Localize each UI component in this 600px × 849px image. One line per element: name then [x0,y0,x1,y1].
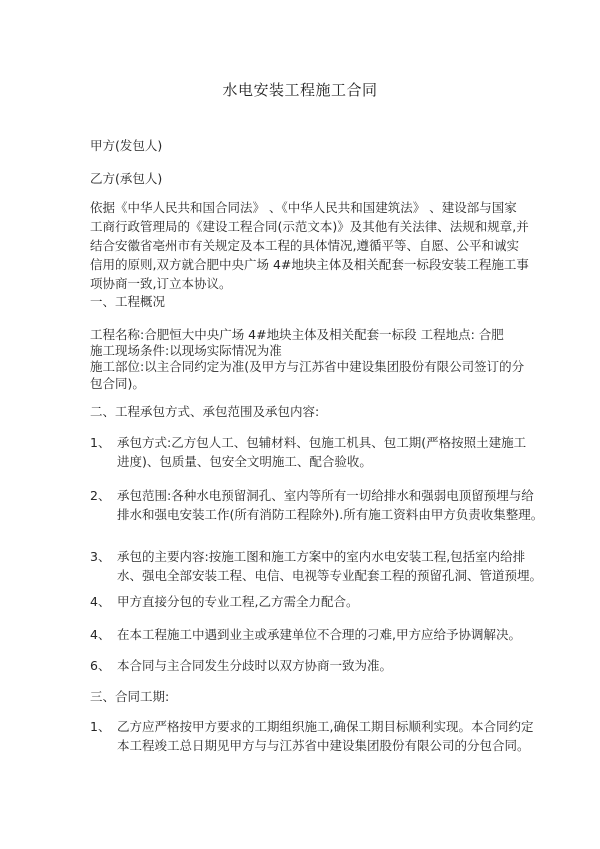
preamble-line: 工商行政管理局的《建设工程合同(示范文本)》及其他有关法律、法规和规章,并 [90,219,529,234]
section-2-item [90,656,522,675]
item-number: 4、 [90,627,111,642]
section-2-item [90,486,544,524]
item-number: 6、 [90,658,111,673]
section-1-heading: 一、工程概况 [90,294,166,309]
section-2-item [90,547,543,585]
item-number: 4、 [90,594,111,609]
section-1-line: 施工部位:以主合同约定为准(及甲方与江苏省中建设集团股份有限公司签订的分 [90,359,525,374]
section-2-heading: 二、工程承包方式、承包范围及承包内容: [90,404,320,419]
item-number: 3、 [90,549,111,564]
preamble-line: 信用的原则,双方就合肥中央广场 4#地块主体及相关配套一标段安装工程施工事 [90,257,529,272]
item-text-line: 甲方直接分包的专业工程,乙方需全力配合。 [117,594,359,609]
preamble-line: 依据《中华人民共和国合同法》 、《中华人民共和国建筑法》 、建设部与国家 [90,200,517,215]
item-text-line: 排水和强电安装工作(所有消防工程除外).所有施工资料由甲方负责收集整理。 [117,507,544,522]
party-b-line: 乙方(承包人) [90,171,163,186]
party-a-line: 甲方(发包人) [90,138,163,153]
section-1-line: 工程名称:合肥恒大中央广场 4#地块主体及相关配套一标段 工程地点: 合肥 [90,327,504,342]
item-number: 1、 [90,719,111,734]
item-text-line: 在本工程施工中遇到业主或承建单位不合理的刁难,甲方应给予协调解决。 [117,627,521,642]
item-text-line: 本工程竣工总日期见甲方与与江苏省中建设集团股份有限公司的分包合同。 [117,738,530,753]
item-text-line: 本合同与主合同发生分歧时以双方协商一致为准。 [117,658,393,673]
section-1-line: 包合同)。 [90,376,145,391]
section-2-item [90,625,522,644]
section-3-heading: 三、合同工期: [90,689,170,704]
item-text-line: 进度)、包质量、包安全文明施工、配合验收。 [117,454,372,469]
item-text-line: 承包的主要内容:按施工图和施工方案中的室内水电安装工程,包括室内给排 [117,549,526,564]
item-text-line: 乙方应严格按甲方要求的工期组织施工,确保工期目标顺利实现。本合同约定 [117,719,534,734]
preamble-line: 项协商一致,订立本协议。 [90,276,232,291]
document-title: 水电安装工程施工合同 [222,81,378,99]
item-number: 2、 [90,488,111,503]
preamble-line: 结合安徽省亳州市有关规定及本工程的具体情况,遵循平等、自愿、公平和诚实 [90,238,519,253]
item-text-line: 水、强电全部安装工程、电信、电视等专业配套工程的预留孔洞、管道预埋。 [117,568,543,583]
section-2-item [90,433,527,471]
item-text-line: 承包方式:乙方包人工、包辅材料、包施工机具、包工期(严格按照土建施工 [117,435,527,450]
item-number: 1、 [90,435,111,450]
item-text-line: 承包范围:各种水电预留洞孔、室内等所有一切给排水和强弱电顶留预埋与给 [117,488,534,503]
section-2-item [90,592,522,611]
section-1-line: 施工现场条件:以现场实际情况为准 [90,343,282,358]
section-3-item [90,717,534,755]
